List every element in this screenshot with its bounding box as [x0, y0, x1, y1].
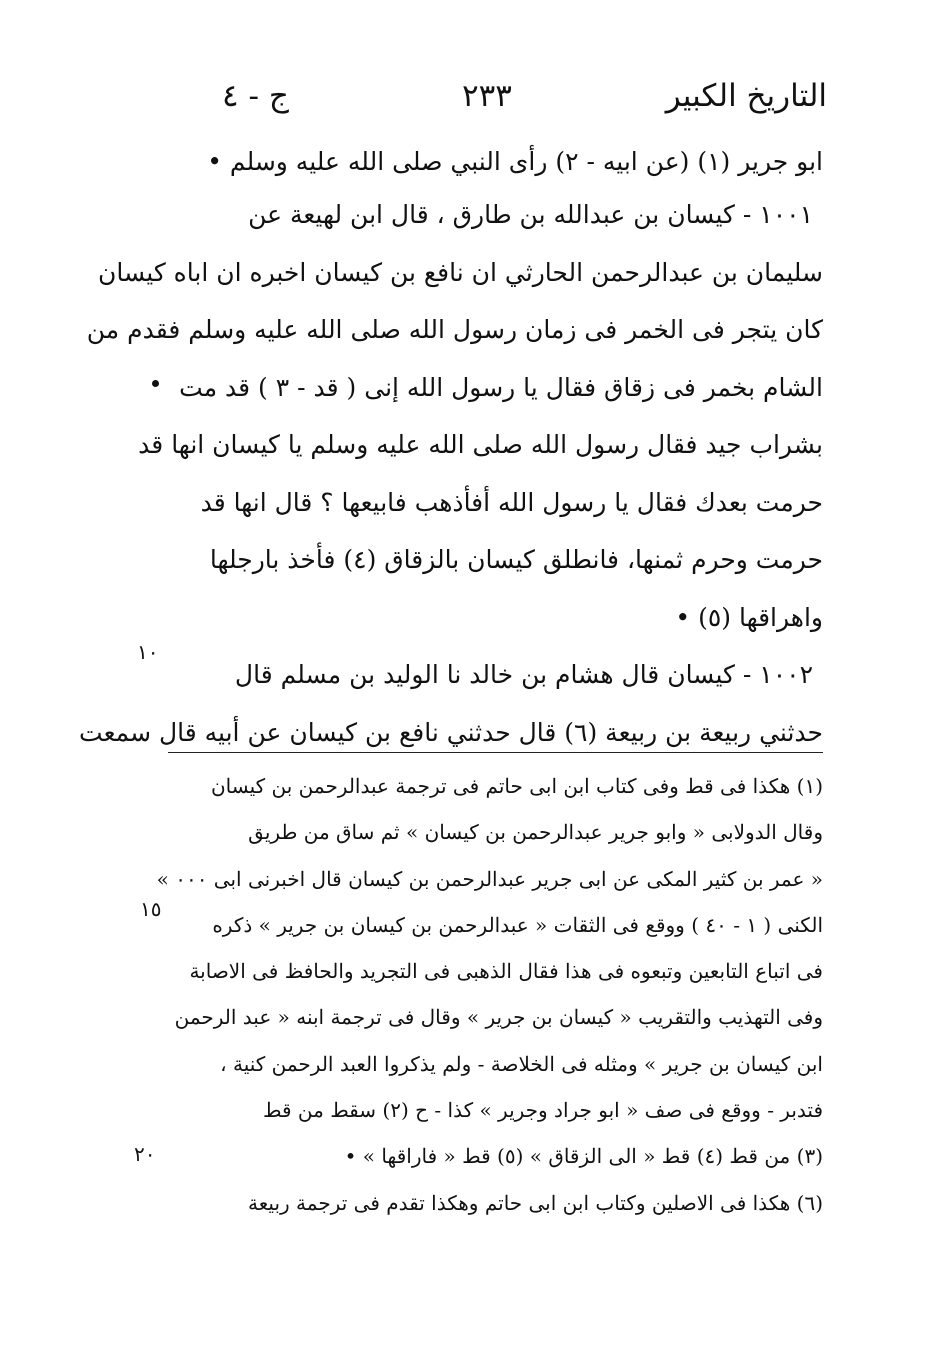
- footnote-line: (١) هكذا فى قط وفى كتاب ابن ابى حاتم فى ترجمة عبدالرحمن بن كيسان: [210, 774, 823, 798]
- footnote-line: الكنى ( ١ - ٤٠ ) ووقع فى الثقات « عبدالرحمن بن كيسان بن جرير » ذكره: [212, 912, 823, 937]
- page-number: ٢٣٣: [462, 78, 512, 114]
- main-text: [79, 138, 823, 761]
- entry-1002-line: ١٠٠٢ - كيسان قال هشام بن خالد نا الوليد بن مسلم قال: [234, 660, 813, 689]
- footnote-line: وقال الدولابى « وابو جرير عبدالرحمن بن كيسان » ثم ساق من طريق: [248, 820, 823, 845]
- text-line: بشراب جيد فقال رسول الله صلى الله عليه وسلم يا كيسان انها قد: [138, 430, 823, 459]
- margin-marker-20: ٢٠: [134, 1142, 156, 1166]
- text-line: سليمان بن عبدالرحمن الحارثي ان نافع بن كيسان اخبره ان اباه كيسان: [98, 257, 823, 287]
- footnote-divider: [168, 752, 823, 753]
- margin-marker-10: ١٠: [137, 640, 159, 664]
- text-line: ابو جرير (١) (عن ابيه - ٢) رأى النبي صلى الله عليه وسلم •: [207, 147, 823, 176]
- volume-label: ج - ٤: [222, 78, 289, 114]
- text-line: حرمت وحرم ثمنها، فانطلق كيسان بالزقاق (٤) فأخذ بارجلها: [209, 545, 823, 574]
- running-header: [222, 78, 827, 122]
- footnote-line: (٣) من قط (٤) قط « الى الزقاق » (٥) قط « فاراقها » •: [344, 1144, 823, 1169]
- footnote-line: فتدبر - ووقع فى صف « ابو جراد وجرير » كذا - ح (٢) سقط من قط: [263, 1098, 823, 1123]
- footnote-line: ابن كيسان بن جرير » ومثله فى الخلاصة - ولم يذكروا العبد الرحمن كنية ،: [220, 1051, 823, 1076]
- footnotes: [156, 763, 823, 1226]
- text-line: الشام بخمر فى زقاق فقال يا رسول الله إنى ( قد - ٣ ) قد مت: [179, 372, 823, 402]
- entry-1001-line: ١٠٠١ - كيسان بن عبدالله بن طارق ، قال ابن لهيعة عن: [248, 200, 813, 229]
- text-line: حدثني ربيعة بن ربيعة (٦) قال حدثني نافع بن كيسان عن أبيه قال سمعت: [79, 717, 823, 747]
- footnote-line: فى اتباع التابعين وتبعوه فى هذا فقال الذهبى فى التجريد والحافظ فى الاصابة: [189, 959, 823, 984]
- footnote-line: وفى التهذيب والتقريب « كيسان بن جرير » وقال فى ترجمة ابنه « عبد الرحمن: [174, 1005, 823, 1030]
- text-line: كان يتجر فى الخمر فى زمان رسول الله صلى الله عليه وسلم فقدم من: [86, 315, 823, 344]
- text-line: حرمت بعدك فقال يا رسول الله أفأذهب فابيعها ؟ قال انها قد: [200, 487, 823, 517]
- margin-marker-15: ١٥: [140, 897, 162, 921]
- footnote-line: (٦) هكذا فى الاصلين وكتاب ابن ابى حاتم وهكذا تقدم فى ترجمة ربيعة: [248, 1190, 823, 1215]
- text-line: واهراقها (٥) •: [675, 602, 823, 632]
- footnote-line: « عمر بن كثير المكى عن ابى جرير عبدالرحمن بن كيسان قال اخبرنى ابى ٠٠٠ »: [156, 866, 823, 891]
- book-title: التاريخ الكبير: [665, 78, 827, 114]
- margin-marker-5: [152, 380, 159, 387]
